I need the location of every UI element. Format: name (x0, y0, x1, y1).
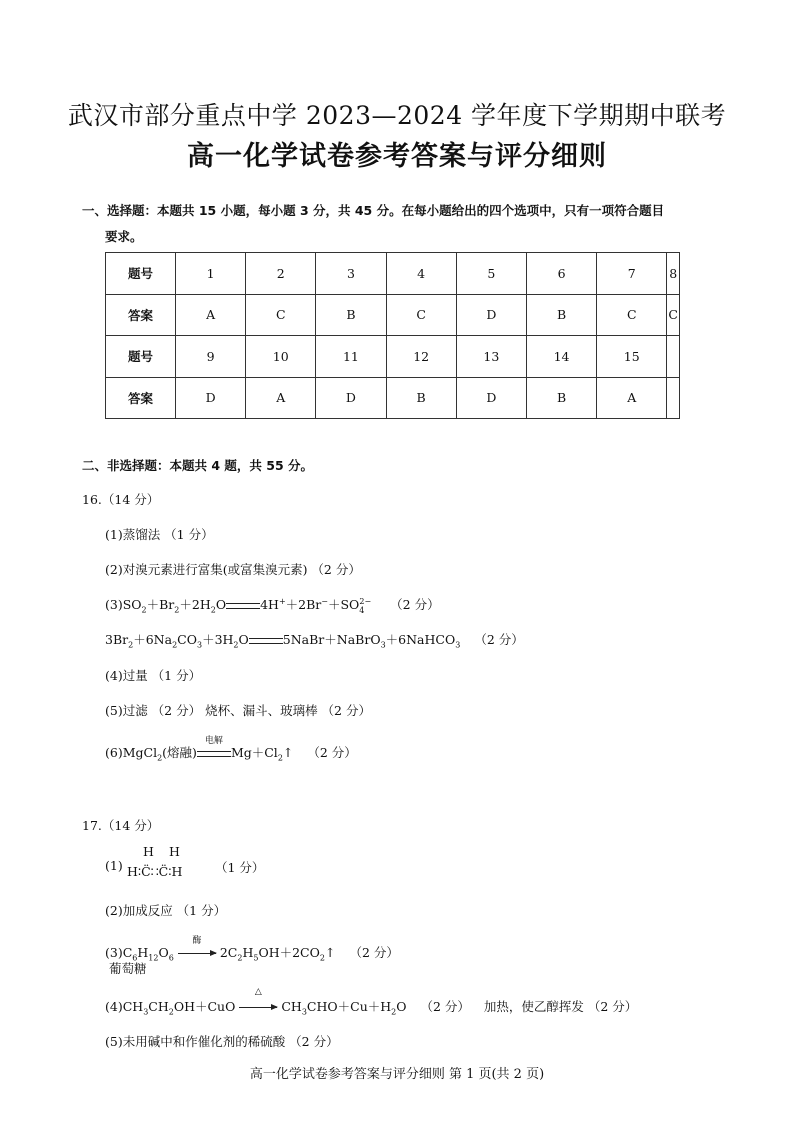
equals-sign-icon (226, 603, 260, 609)
table-cell: 4 (386, 253, 456, 295)
q16-equation-2: $3Br_2+6Na_2CO_3+3H_2O$ 5NaBr＋NaBrO$_3$＋6NaHCO$_3$ (105, 632, 461, 650)
table-cell: 10 (246, 336, 316, 378)
ethylene-electron-formula-icon: H H H∶C̈∷C̈∶H (127, 844, 183, 879)
glucose-formula: $(3)C_6H_{12}O_6$ 葡萄糖 (105, 945, 174, 976)
table-cell: 13 (456, 336, 526, 378)
table-cell: 2 (246, 253, 316, 295)
table-cell: A (246, 377, 316, 419)
q16-answer-6-molten: (熔融) (162, 745, 197, 760)
table-cell: B (526, 377, 596, 419)
gas-up-arrow-icon: ↑ (282, 745, 294, 760)
table-cell: B (316, 294, 386, 336)
exam-title-line2: 高一化学试卷参考答案与评分细则 (187, 141, 607, 172)
table-cell: 1 (176, 253, 246, 295)
table-cell: B (526, 294, 596, 336)
reaction-arrow-icon (178, 953, 216, 954)
table-row (106, 377, 680, 419)
table-row (106, 294, 680, 336)
table-cell: 6 (526, 253, 596, 295)
table-cell: 5 (456, 253, 526, 295)
q16-answer-6-score: （2 分） (307, 745, 357, 760)
table-cell: 15 (597, 336, 667, 378)
q16-answer-6: (6)MgCl$_2$(熔融) 电解 $Mg+Cl_2↑$ （2 分） (105, 743, 357, 763)
q17-glucose-label: 葡萄糖 (109, 961, 147, 976)
q17-answer-3-prefix: (3) (105, 945, 123, 960)
section2-heading: 二、非选择题：本题共 4 题，共 55 分。 (82, 458, 314, 473)
condition-stack (197, 736, 231, 760)
q17-answer-4: $(4)CH_3CH_2OH+CuO$ △ $CH_3CHO+Cu+H_2O$ （2 分） 加热，使乙醇挥发 （2 分） (105, 987, 638, 1017)
answer-table (105, 252, 680, 419)
table-cell: D (456, 294, 526, 336)
table-cell (667, 377, 680, 419)
table-cell: B (386, 377, 456, 419)
condition-stack (239, 987, 277, 1014)
q16-condition-label: 电解 (204, 736, 223, 746)
q16-answer-6-prefix: (6)MgCl (105, 745, 158, 760)
table-cell: C (246, 294, 316, 336)
q17-answer-5: (5)未用碱中和作催化剂的稀硫酸 （2 分） (105, 1034, 339, 1049)
q16-answer-3-prefix: (3) (105, 597, 123, 612)
q17-answer-1-prefix: (1) (105, 858, 123, 873)
table-cell: D (456, 377, 526, 419)
table-cell: D (316, 377, 386, 419)
q16-answer-2: (2)对溴元素进行富集(或富集溴元素) （2 分） (105, 562, 361, 577)
table-label-answer: 答案 (106, 377, 176, 419)
table-cell: D (176, 377, 246, 419)
table-row (106, 336, 680, 378)
q17-answer-3: $(3)C_6H_{12}O_6$ 葡萄糖 酶 $2C_2H_5OH+2CO_2↑$ （2 分） (105, 943, 399, 963)
q17-answer-4-score: （2 分） (420, 999, 470, 1014)
equals-sign-icon (249, 638, 283, 644)
table-cell (667, 336, 680, 378)
reaction-arrow-icon (239, 1007, 277, 1008)
table-row (106, 253, 680, 295)
q16-answer-5: (5)过滤 （2 分） 烧杯、漏斗、玻璃棒 （2 分） (105, 703, 371, 718)
q16-answer-4: (4)过量 （1 分） (105, 668, 202, 683)
table-cell: 3 (316, 253, 386, 295)
section1-heading-line1: 一、选择题：本题共 15 小题，每小题 3 分，共 45 分。在每小题给出的四个选项中，只有一项符合题目 (82, 203, 665, 218)
heat-triangle-icon: △ (254, 987, 262, 997)
q16-answer-3 (105, 595, 440, 615)
q17-enzyme-label: 酶 (192, 936, 202, 946)
q17-header: 17.（14 分） (82, 818, 160, 833)
table-cell: 9 (176, 336, 246, 378)
q16-header: 16.（14 分） (82, 492, 160, 507)
table-cell: 11 (316, 336, 386, 378)
q16-answer-3-score: （2 分） (390, 597, 440, 612)
table-cell: 8 (667, 253, 680, 295)
q17-answer-3-score: （2 分） (349, 945, 399, 960)
q17-answer-2: (2)加成反应 （1 分） (105, 903, 227, 918)
page-footer: 高一化学试卷参考答案与评分细则 第 1 页(共 2 页) (249, 1067, 545, 1082)
q16-answer-3b (105, 630, 524, 650)
table-label-number: 题号 (106, 253, 176, 295)
table-cell: C (667, 294, 680, 336)
gas-up-arrow-icon: ↑ (324, 945, 336, 960)
table-cell: 7 (597, 253, 667, 295)
table-cell: C (597, 294, 667, 336)
q16-answer-1: (1)蒸馏法 （1 分） (105, 527, 214, 542)
q17-answer-1-score: （1 分） (215, 860, 265, 875)
table-cell: 12 (386, 336, 456, 378)
section1-heading-line2: 要求。 (105, 229, 143, 244)
equals-sign-icon (197, 751, 231, 757)
table-label-number: 题号 (106, 336, 176, 378)
condition-stack (178, 936, 216, 960)
table-cell: A (176, 294, 246, 336)
table-cell: 14 (526, 336, 596, 378)
table-cell: A (597, 377, 667, 419)
table-label-answer: 答案 (106, 294, 176, 336)
q16-equation-1: $SO_2+Br_2+2H_2O$ $4H^++2Br^-+SO_4^{2-}$ (122, 596, 372, 615)
table-cell: C (386, 294, 456, 336)
q16-answer-3b-score: （2 分） (474, 632, 524, 647)
exam-title-line1: 武汉市部分重点中学 2023—2024 学年度下学期期中联考 (67, 101, 727, 130)
q17-answer-4-extra: 加热，使乙醇挥发 （2 分） (483, 999, 638, 1014)
q17-answer-4-prefix: (4) (105, 999, 123, 1014)
